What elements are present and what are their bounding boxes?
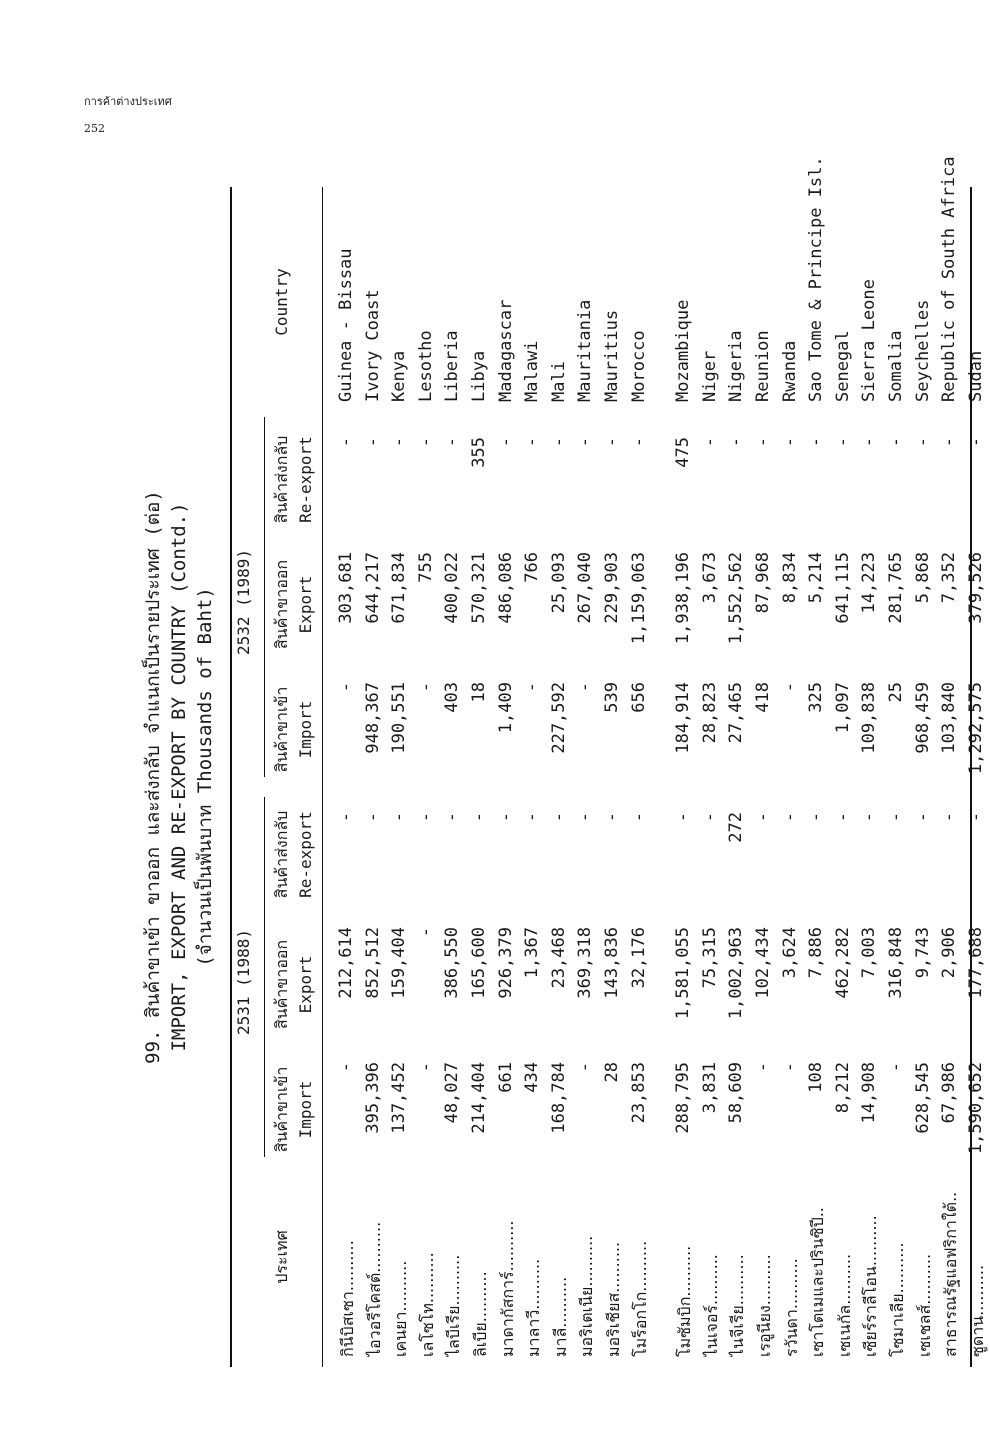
table-row (937, 156, 963, 1367)
table-title (140, 187, 218, 1367)
export-1988-value: 23,468 (548, 927, 569, 989)
import-1989-value: - (575, 682, 596, 693)
col-header-import-1988: สินค้าขาเข้า Import (272, 1066, 315, 1153)
export-1988-value: 1,367 (522, 927, 543, 979)
import-1988-value: 1,590,652 (965, 1062, 986, 1155)
title-thai: 99. สินค้าขาเข้า ขาออก และส่งกลับ จำแนกเป็นรายประเทศ (ต่อ) (142, 490, 164, 1064)
thai-country-name: กินีบิสเซา.......... (338, 1240, 357, 1357)
import-1989-value: 28,823 (699, 682, 720, 744)
country-name: Reunion (753, 330, 773, 402)
import-1989-value: 109,838 (859, 682, 880, 754)
export-1988-value: 7,003 (859, 927, 880, 979)
thai-country-name: มาลี.......... (550, 1276, 570, 1357)
title-units: (จำนวนเป็นพันบาท Thousands of Baht) (194, 587, 216, 967)
thai-country-name: ลิเบีย.......... (471, 1271, 490, 1357)
reexport-1988-value: - (442, 812, 463, 823)
table-row (698, 187, 724, 1367)
header-rule (322, 187, 323, 1367)
reexport-1988-value: - (859, 812, 880, 823)
reexport-1988-value: - (548, 812, 569, 823)
data-table (230, 156, 987, 1367)
import-1989-value: 418 (753, 682, 773, 713)
import-1989-value: - (415, 682, 436, 693)
country-name: Sierra Leone (859, 279, 880, 402)
country-name: Liberia (442, 330, 463, 402)
import-1989-value: 103,840 (939, 682, 960, 754)
table-row (494, 187, 520, 1367)
thai-country-name: เซียร์ราลีโอน.......... (861, 1215, 881, 1357)
col-header-import-1989: สินค้าขาเข้า Import (272, 686, 315, 773)
table-row (911, 187, 937, 1367)
country-name: Nigeria (726, 330, 747, 402)
import-1988-value: 395,396 (362, 1062, 383, 1134)
country-name: Lesotho (415, 330, 436, 402)
reexport-1989-value: - (779, 437, 800, 448)
reexport-1989-value: - (806, 437, 827, 448)
export-1989-value: 5,214 (806, 552, 827, 604)
country-name: Rwanda (779, 340, 800, 402)
country-name: Mauritius (602, 309, 622, 402)
reexport-1988-value: - (415, 812, 436, 823)
import-1989-value: 1,409 (495, 682, 516, 734)
reexport-1988-value: 272 (726, 812, 747, 843)
reexport-1989-value: 355 (469, 437, 489, 468)
country-name: Somalia (886, 330, 906, 402)
export-1989-value: 267,040 (575, 552, 596, 624)
thai-country-name: ไอวอรีโคสต์.......... (364, 1221, 384, 1357)
import-1988-value: 3,831 (699, 1062, 720, 1114)
export-1988-value: 75,315 (699, 927, 720, 989)
thai-country-name: มอริเชียส.......... (604, 1241, 623, 1357)
reexport-1988-value: - (495, 812, 516, 823)
thai-country-name: โมร็อกโก.......... (630, 1240, 650, 1357)
export-1989-value: 1,552,562 (726, 552, 747, 645)
reexport-1988-value: - (575, 812, 596, 823)
export-1989-value: 379,526 (965, 552, 986, 624)
country-name: Libya (469, 350, 489, 402)
export-1989-value: 486,086 (495, 552, 516, 624)
reexport-1989-value: - (699, 437, 720, 448)
reexport-1988-value: - (939, 812, 960, 823)
reexport-1988-value: - (362, 812, 383, 823)
table-row (724, 187, 750, 1367)
reexport-1989-value: - (442, 437, 463, 448)
reexport-1988-value: - (886, 812, 906, 823)
export-1989-value: 14,223 (859, 552, 880, 614)
country-name: Guinea - Bissau (336, 248, 356, 402)
import-1988-value: 137,452 (389, 1062, 410, 1134)
export-1988-value: 212,614 (336, 927, 356, 999)
table-row (387, 187, 413, 1367)
reexport-1989-value: - (575, 437, 596, 448)
import-1988-value: 14,908 (859, 1062, 880, 1124)
thai-country-name: เคนยา.......... (391, 1260, 411, 1357)
export-1988-value: 2,906 (939, 927, 960, 979)
export-1989-value: 1,938,196 (673, 552, 694, 645)
reexport-1989-value: - (628, 437, 649, 448)
table-row (361, 187, 387, 1367)
export-1988-value: 1,002,963 (726, 927, 747, 1020)
thai-country-name: เลโซโท.......... (417, 1252, 437, 1357)
reexport-1989-value: - (912, 437, 933, 448)
reexport-1989-value: - (389, 437, 410, 448)
export-1988-value: 462,282 (832, 927, 853, 999)
col-header-export-1989: สินค้าขาออก Export (272, 559, 315, 650)
export-1988-value: 32,176 (628, 927, 649, 989)
reexport-1988-value: - (469, 812, 489, 823)
thai-country-name: ไนเจอร์.......... (701, 1254, 721, 1357)
reexport-1989-value: - (859, 437, 880, 448)
export-1989-value: 25,093 (548, 552, 569, 614)
thai-country-name: ไนจีเรีย.......... (728, 1254, 748, 1357)
reexport-1988-value: - (602, 812, 622, 823)
export-1988-value: 9,743 (912, 927, 933, 979)
thai-country-name: มาดากัสการ์.......... (497, 1220, 517, 1357)
reexport-1989-value: - (522, 437, 543, 448)
export-1989-value: 570,321 (469, 552, 489, 624)
thai-country-name: เซเนกัล.......... (834, 1253, 854, 1357)
reexport-1989-value: - (939, 437, 960, 448)
export-1988-value: 852,512 (362, 927, 383, 999)
year-1988-rule (264, 797, 265, 1157)
table-row (778, 187, 804, 1367)
country-name: Republic of South Africa (939, 156, 960, 402)
reexport-1989-value: - (495, 437, 516, 448)
import-1989-value: 968,459 (912, 682, 933, 754)
reexport-1989-value: - (362, 437, 383, 448)
thai-country-name: เซเชลส์.......... (914, 1253, 934, 1357)
table-row (804, 156, 830, 1367)
import-1989-value: - (779, 682, 800, 693)
reexport-1989-value: - (753, 437, 773, 448)
import-1988-value: - (886, 1062, 906, 1073)
import-1989-value: - (336, 682, 356, 693)
thai-country-name: ไลบีเรีย.......... (444, 1254, 464, 1357)
table-row (467, 187, 493, 1367)
export-1989-value: 3,673 (699, 552, 720, 604)
title-english: IMPORT, EXPORT AND RE-EXPORT BY COUNTRY (Contd.) (168, 502, 190, 1052)
export-1988-value: 143,836 (602, 927, 622, 999)
table-row (573, 187, 599, 1367)
import-1988-value: - (779, 1062, 800, 1073)
export-1988-value: 1,581,055 (673, 927, 694, 1020)
import-1989-value: 190,551 (389, 682, 410, 754)
thai-country-name: เรอูนียง.......... (755, 1254, 774, 1357)
table-row (751, 187, 777, 1367)
col-header-reexport-1989: สินค้าส่งกลับ Re-export (272, 435, 315, 524)
export-1988-value: 177,688 (965, 927, 986, 999)
country-name: Sao Tome & Principe Isl. (806, 156, 827, 402)
country-name: Mali (548, 361, 569, 402)
import-1988-value: 214,404 (469, 1062, 489, 1134)
export-1989-value: 641,115 (832, 552, 853, 624)
col-header-export-1988: สินค้าขาออก Export (272, 939, 315, 1030)
country-name: Ivory Coast (362, 289, 383, 402)
country-name: Sudan (965, 350, 986, 402)
reexport-1989-value: - (832, 437, 853, 448)
table-row (627, 187, 653, 1367)
import-1989-value: 656 (628, 682, 649, 713)
year-1989-rule (264, 417, 265, 777)
section-heading: การค้าต่างประเทศ (84, 95, 172, 108)
thai-country-name: สาธารณรัฐแอฟริกาใต้.. (941, 1191, 961, 1357)
country-name: Niger (699, 350, 720, 402)
reexport-1989-value: - (336, 437, 356, 448)
export-1988-value: 369,318 (575, 927, 596, 999)
country-name: Kenya (389, 350, 410, 402)
export-1988-value: 165,600 (469, 927, 489, 999)
import-1988-value: 58,609 (726, 1062, 747, 1124)
reexport-1988-value: - (779, 812, 800, 823)
thai-country-name: เซาโตเมและปรินซิปี.. (808, 1207, 828, 1357)
col-header-thai-country: ประเทศ (272, 1230, 291, 1284)
export-1989-value: 400,022 (442, 552, 463, 624)
import-1988-value: 23,853 (628, 1062, 649, 1124)
import-1989-value: 403 (442, 682, 463, 713)
import-1988-value: - (753, 1062, 773, 1073)
import-1989-value: 25 (886, 682, 906, 703)
country-name: Morocco (628, 330, 649, 402)
reexport-1988-value: - (912, 812, 933, 823)
export-1989-value: 5,868 (912, 552, 933, 604)
country-name: Senegal (832, 330, 853, 402)
country-name: Mozambique (673, 299, 694, 402)
reexport-1989-value: 475 (673, 437, 694, 468)
reexport-1988-value: - (336, 812, 356, 823)
reexport-1988-value: - (965, 812, 986, 823)
table-row (547, 187, 573, 1367)
thai-country-name: รวันดา.......... (781, 1258, 801, 1357)
export-1989-value: 281,765 (886, 552, 906, 624)
import-1989-value: 325 (806, 682, 827, 713)
table-row (520, 187, 546, 1367)
export-1988-value: - (415, 927, 436, 938)
export-1989-value: 755 (415, 552, 436, 583)
import-1988-value: 434 (522, 1062, 543, 1093)
import-1989-value: 184,914 (673, 682, 694, 754)
reexport-1988-value: - (753, 812, 773, 823)
reexport-1988-value: - (389, 812, 410, 823)
reexport-1989-value: - (886, 437, 906, 448)
import-1988-value: - (575, 1062, 596, 1073)
import-1989-value: - (522, 682, 543, 693)
bottom-rule (970, 187, 972, 1367)
table-row (440, 187, 466, 1367)
export-1988-value: 159,404 (389, 927, 410, 999)
import-1989-value: 948,367 (362, 682, 383, 754)
thai-country-name: มอริเตเนีย.......... (577, 1235, 597, 1357)
import-1988-value: 48,027 (442, 1062, 463, 1124)
export-1988-value: 386,550 (442, 927, 463, 999)
export-1989-value: 644,217 (362, 552, 383, 624)
reexport-1989-value: - (415, 437, 436, 448)
import-1988-value: 28 (602, 1062, 622, 1083)
col-header-year-1989: 2532 (1989) (234, 549, 253, 655)
reexport-1989-value: - (726, 437, 747, 448)
export-1988-value: 7,886 (806, 927, 827, 979)
import-1988-value: 8,212 (832, 1062, 853, 1114)
reexport-1988-value: - (699, 812, 720, 823)
thai-country-name: โซมาเลีย.......... (888, 1242, 907, 1357)
country-name: Malawi (522, 340, 543, 402)
export-1988-value: 102,434 (753, 927, 773, 999)
export-1989-value: 229,903 (602, 552, 622, 624)
export-1989-value: 303,681 (336, 552, 356, 624)
table-row (334, 187, 360, 1367)
import-1989-value: 18 (469, 682, 489, 703)
col-header-country: Country (272, 268, 291, 336)
table-row (831, 187, 857, 1367)
thai-country-name: โมซัมบิก.......... (675, 1245, 695, 1357)
country-name: Madagascar (495, 299, 516, 402)
table-row (671, 187, 697, 1367)
import-1989-value: 539 (602, 682, 622, 713)
import-1989-value: 27,465 (726, 682, 747, 744)
reexport-1989-value: - (965, 437, 986, 448)
export-1989-value: 766 (522, 552, 543, 583)
table-row (414, 187, 440, 1367)
reexport-1988-value: - (673, 812, 694, 823)
table-row (857, 187, 883, 1367)
import-1988-value: 108 (806, 1062, 827, 1093)
thai-country-name: มาลาวี.......... (524, 1258, 544, 1357)
import-1988-value: - (336, 1062, 356, 1073)
table-row (884, 187, 910, 1367)
export-1989-value: 87,968 (753, 552, 773, 614)
export-1988-value: 3,624 (779, 927, 800, 979)
reexport-1989-value: - (548, 437, 569, 448)
import-1989-value: 1,292,575 (965, 682, 986, 775)
import-1988-value: - (415, 1062, 436, 1073)
import-1989-value: 1,097 (832, 682, 853, 734)
reexport-1988-value: - (832, 812, 853, 823)
table-row (600, 187, 626, 1367)
import-1988-value: 628,545 (912, 1062, 933, 1134)
import-1988-value: 661 (495, 1062, 516, 1093)
country-name: Seychelles (912, 299, 933, 402)
reexport-1988-value: - (628, 812, 649, 823)
col-header-reexport-1988: สินค้าส่งกลับ Re-export (272, 810, 315, 899)
export-1988-value: 926,379 (495, 927, 516, 999)
reexport-1988-value: - (806, 812, 827, 823)
thai-country-name: ซูดาน.......... (967, 1264, 987, 1357)
export-1989-value: 8,834 (779, 552, 800, 604)
export-1988-value: 316,848 (886, 927, 906, 999)
import-1988-value: 67,986 (939, 1062, 960, 1124)
export-1989-value: 7,352 (939, 552, 960, 604)
country-name: Mauritania (575, 299, 596, 402)
rotated-table-page (130, 156, 987, 1367)
reexport-1989-value: - (602, 437, 622, 448)
import-1988-value: 288,795 (673, 1062, 694, 1134)
table-row (964, 187, 990, 1367)
page-number: 252 (84, 122, 105, 135)
import-1989-value: 227,592 (548, 682, 569, 754)
export-1989-value: 1,159,063 (628, 552, 649, 645)
reexport-1988-value: - (522, 812, 543, 823)
import-1988-value: 168,784 (548, 1062, 569, 1134)
col-header-year-1988: 2531 (1988) (234, 929, 253, 1035)
export-1989-value: 671,834 (389, 552, 410, 624)
